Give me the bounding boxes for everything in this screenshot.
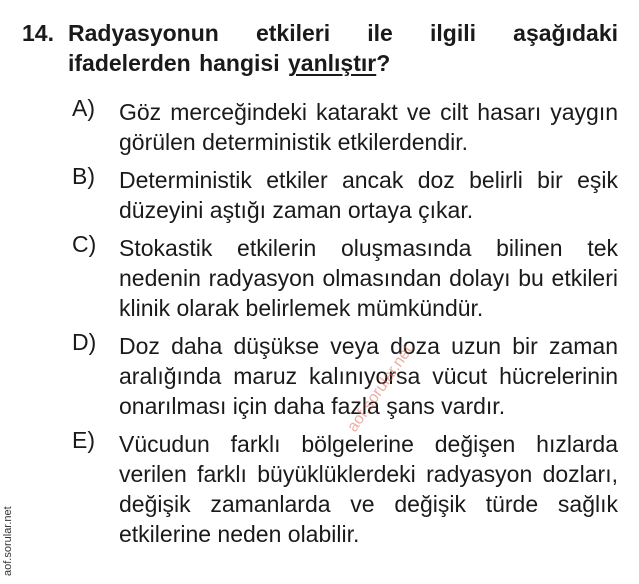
question-text-main: Radyasyonun etkileri ile ilgili aşağıdaki ifadelerden hangisi xyxy=(68,20,618,76)
option-letter: A) xyxy=(72,95,95,121)
option-text: Stokastik etkilerin oluşmasında bilinen tek nedenin radyasyon olmasından dolayı bu etkileri klinik olarak belirlemek mümkündür. xyxy=(119,235,618,321)
question-block xyxy=(22,18,618,78)
question-mark: ? xyxy=(376,50,391,76)
option-c[interactable] xyxy=(72,233,618,323)
option-text: Göz merceğindeki katarakt ve cilt hasarı yaygın görülen deterministik etkilerdendir. xyxy=(119,99,618,155)
option-letter: C) xyxy=(72,231,97,257)
option-text: Doz daha düşükse veya doza uzun bir zaman aralığında maruz kalınıyorsa vücut hücrelerinin onarılması için daha fazla şans vardır. xyxy=(119,333,618,419)
option-e[interactable] xyxy=(72,429,618,549)
option-d[interactable] xyxy=(72,331,618,421)
option-text: Deterministik etkiler ancak doz belirli bir eşik düzeyini aştığı zaman ortaya çıkar. xyxy=(119,167,618,223)
option-letter: E) xyxy=(72,427,95,453)
center-watermark: aof.sorular.net xyxy=(344,342,417,436)
question-number: 14. xyxy=(22,20,54,46)
option-a[interactable] xyxy=(72,97,618,157)
question-stem xyxy=(22,18,618,78)
question-emphasis: yanlıştır xyxy=(288,50,377,76)
option-letter: B) xyxy=(72,163,95,189)
answer-options xyxy=(72,97,618,557)
question-text xyxy=(68,18,618,78)
option-letter: D) xyxy=(72,329,97,355)
option-text: Vücudun farklı bölgelerine değişen hızlarda verilen farklı büyüklüklerdeki radyasyon dozları, değişik zamanlarda ve değişik türde sağlık etkilerine neden olabilir. xyxy=(119,431,618,547)
option-b[interactable] xyxy=(72,165,618,225)
side-watermark: aof.sorular.net xyxy=(2,506,14,576)
